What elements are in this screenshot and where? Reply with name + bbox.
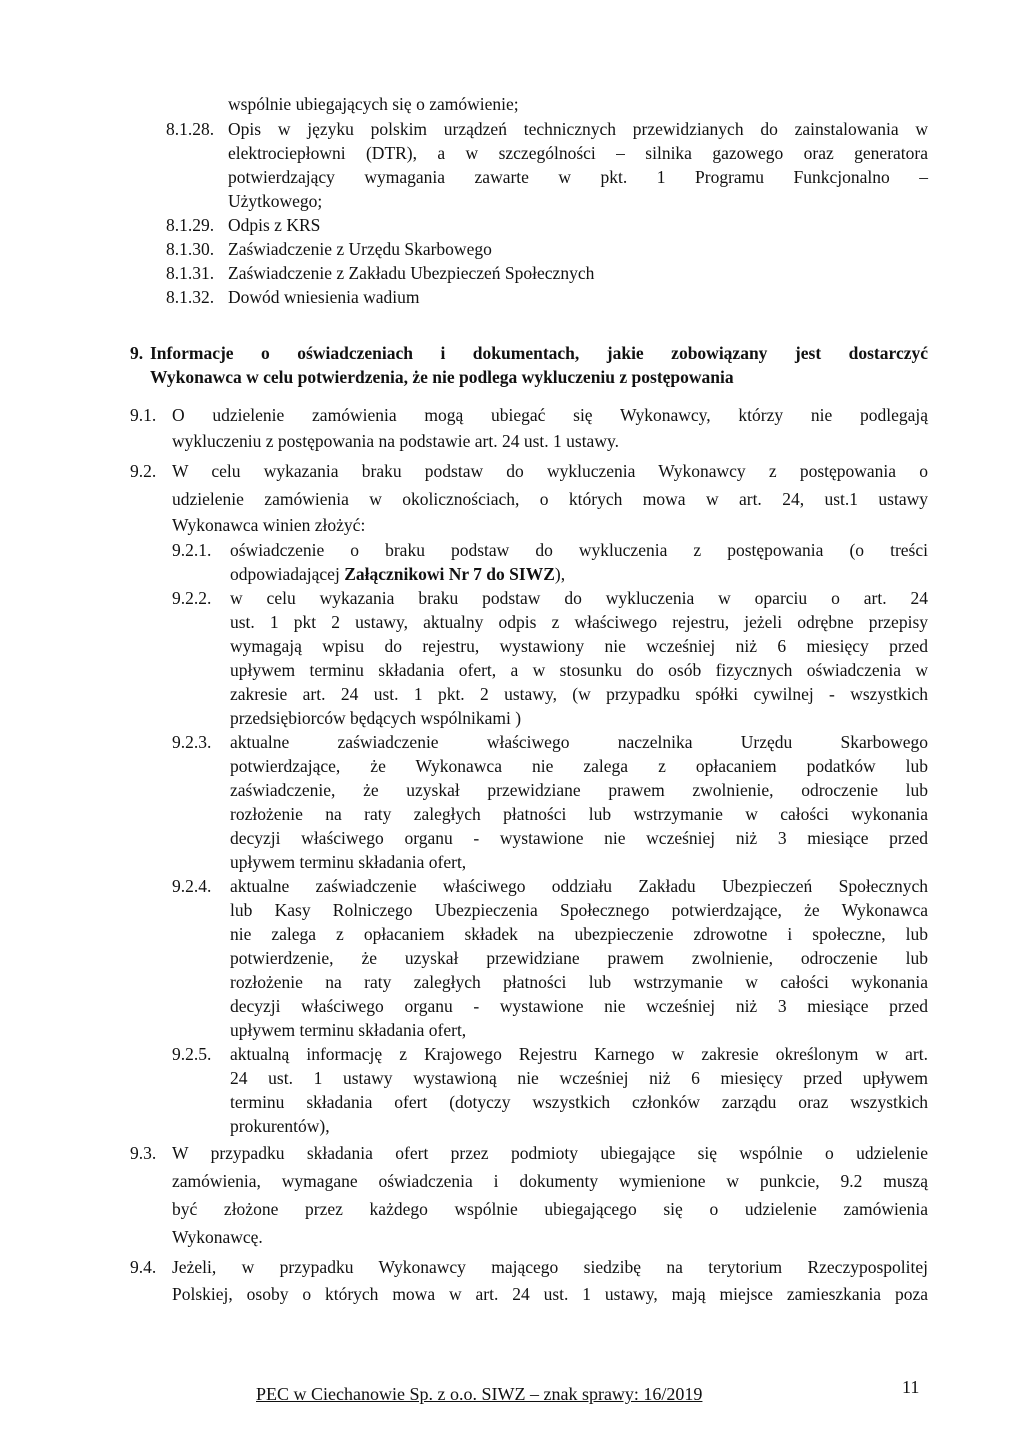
attachment-reference: Załącznikowi Nr 7 do SIWZ xyxy=(344,564,555,584)
subitem-number: 9.2.1. xyxy=(172,540,212,560)
subitem-text: odpowiadającej xyxy=(230,564,345,584)
item-text-line: Użytkowego; xyxy=(228,191,323,211)
subitem-number: 9.2.5. xyxy=(172,1044,212,1064)
paragraph-line: wykluczeniu z postępowania na podstawie art. 24 ust. 1 ustawy. xyxy=(172,431,619,451)
subitem-line: upływem terminu składania ofert, xyxy=(230,1020,467,1040)
subitem-line: wymagają wpisu do rejestru, wystawiony nie wcześniej niż 6 miesięcy przed xyxy=(230,636,928,656)
subitem-line: terminu składania ofert (dotyczy wszystkich członków zarządu oraz wszystkich xyxy=(230,1092,928,1112)
item-text-line: Dowód wniesienia wadium xyxy=(228,287,420,307)
subitem-line: upływem terminu składania ofert, a w stosunku do osób fizycznych oświadczenia w xyxy=(230,660,928,680)
subitem-line: prokurentów), xyxy=(230,1116,330,1136)
paragraph-number: 9.4. xyxy=(130,1257,157,1277)
continuation-line: wspólnie ubiegających się o zamówienie; xyxy=(228,94,519,114)
subitem-line xyxy=(230,563,565,585)
subitem-line: zakresie art. 24 ust. 1 pkt. 2 ustawy, (w przypadku spółki cywilnej - wszystkich xyxy=(230,684,928,704)
paragraph-number: 9.1. xyxy=(130,405,157,425)
subitem-line: zaświadczenie, że uzyskał przewidziane prawem zwolnienie, odroczenie lub xyxy=(230,780,928,800)
item-text-line: Odpis z KRS xyxy=(228,215,321,235)
paragraph-line: Jeżeli, w przypadku Wykonawcy mającego siedzibę na terytorium Rzeczypospolitej xyxy=(172,1257,928,1277)
paragraph-number: 9.2. xyxy=(130,461,157,481)
paragraph-number: 9.3. xyxy=(130,1143,157,1163)
subitem-line: oświadczenie o braku podstaw do wykluczenia z postępowania (o treści xyxy=(230,540,928,560)
item-text-line: elektrociepłowni (DTR), a w szczególności – silnika gazowego oraz generatora xyxy=(228,143,928,163)
subitem-line: przedsiębiorców będących wspólnikami ) xyxy=(230,708,522,728)
subitem-line: decyzji właściwego organu - wystawione nie wcześniej niż 3 miesiące przed xyxy=(230,996,928,1016)
paragraph-line: zamówienia, wymagane oświadczenia i dokumenty wymienione w punkcie, 9.2 muszą xyxy=(172,1171,928,1191)
subitem-line: lub Kasy Rolniczego Ubezpieczenia Społecznego potwierdzające, że Wykonawca xyxy=(230,900,928,920)
subitem-line: rozłożenie na raty zaległych płatności lub wstrzymanie w całości wykonania xyxy=(230,972,928,992)
paragraph-line: Polskiej, osoby o których mowa w art. 24 ust. 1 ustawy, mają miejsce zamieszkania poza xyxy=(172,1284,928,1304)
item-number: 8.1.28. xyxy=(166,119,215,139)
subitem-number: 9.2.2. xyxy=(172,588,212,608)
item-text-line: potwierdzający wymagania zawarte w pkt. 1 Programu Funkcjonalno – xyxy=(228,167,928,187)
subitem-line: potwierdzenie, że uzyskał przewidziane prawem zwolnienie, odroczenie lub xyxy=(230,948,928,968)
subitem-number: 9.2.3. xyxy=(172,732,212,752)
paragraph-line: być złożone przez każdego wspólnie ubiegającego się o udzielenie zamówienia xyxy=(172,1199,928,1219)
item-number: 8.1.31. xyxy=(166,263,215,283)
paragraph-line: O udzielenie zamówienia mogą ubiegać się Wykonawcy, którzy nie podlegają xyxy=(172,405,928,425)
section-heading-line: Informacje o oświadczeniach i dokumentach, jakie zobowiązany jest dostarczyć xyxy=(150,343,928,363)
subitem-line: nie zalega z opłacaniem składek na ubezpieczenie zdrowotne i społeczne, lub xyxy=(230,924,928,944)
subitem-line: potwierdzające, że Wykonawca nie zalega z opłacaniem podatków lub xyxy=(230,756,928,776)
subitem-line: rozłożenie na raty zaległych płatności lub wstrzymanie w całości wykonania xyxy=(230,804,928,824)
subitem-line: aktualną informację z Krajowego Rejestru Karnego w zakresie określonym w art. xyxy=(230,1044,928,1064)
subitem-line: aktualne zaświadczenie właściwego oddziału Zakładu Ubezpieczeń Społecznych xyxy=(230,876,928,896)
item-text-line: Opis w języku polskim urządzeń technicznych przewidzianych do zainstalowania w xyxy=(228,119,928,139)
item-number: 8.1.29. xyxy=(166,215,215,235)
paragraph-line: W celu wykazania braku podstaw do wykluczenia Wykonawcy z postępowania o xyxy=(172,461,928,481)
subitem-line: ust. 1 pkt 2 ustawy, aktualny odpis z właściwego rejestru, jeżeli odrębne przepisy xyxy=(230,612,928,632)
subitem-line: w celu wykazania braku podstaw do wykluczenia w oparciu o art. 24 xyxy=(230,588,928,608)
subitem-number: 9.2.4. xyxy=(172,876,212,896)
page-footer: PEC w Ciechanowie Sp. z o.o. SIWZ – znak sprawy: 16/2019 xyxy=(256,1384,703,1404)
item-text-line: Zaświadczenie z Zakładu Ubezpieczeń Społecznych xyxy=(228,263,595,283)
subitem-line: upływem terminu składania ofert, xyxy=(230,852,467,872)
page-number: 11 xyxy=(902,1377,920,1397)
paragraph-line: Wykonawcę. xyxy=(172,1227,263,1247)
item-text-line: Zaświadczenie z Urzędu Skarbowego xyxy=(228,239,492,259)
section-number: 9. xyxy=(130,343,144,363)
subitem-line: aktualne zaświadczenie właściwego naczelnika Urzędu Skarbowego xyxy=(230,732,928,752)
paragraph-line: W przypadku składania ofert przez podmioty ubiegające się wspólnie o udzielenie xyxy=(172,1143,928,1163)
item-number: 8.1.30. xyxy=(166,239,215,259)
item-number: 8.1.32. xyxy=(166,287,215,307)
section-heading-line: Wykonawca w celu potwierdzenia, że nie podlega wykluczeniu z postępowania xyxy=(150,367,734,387)
subitem-line: 24 ust. 1 ustawy wystawioną nie wcześniej niż 6 miesięcy przed upływem xyxy=(230,1068,928,1088)
subitem-line: decyzji właściwego organu - wystawione nie wcześniej niż 3 miesiące przed xyxy=(230,828,928,848)
paragraph-line: udzielenie zamówienia w okolicznościach, o których mowa w art. 24, ust.1 ustawy xyxy=(172,489,928,509)
paragraph-line: Wykonawca winien złożyć: xyxy=(172,515,366,535)
subitem-text: ), xyxy=(554,564,566,584)
